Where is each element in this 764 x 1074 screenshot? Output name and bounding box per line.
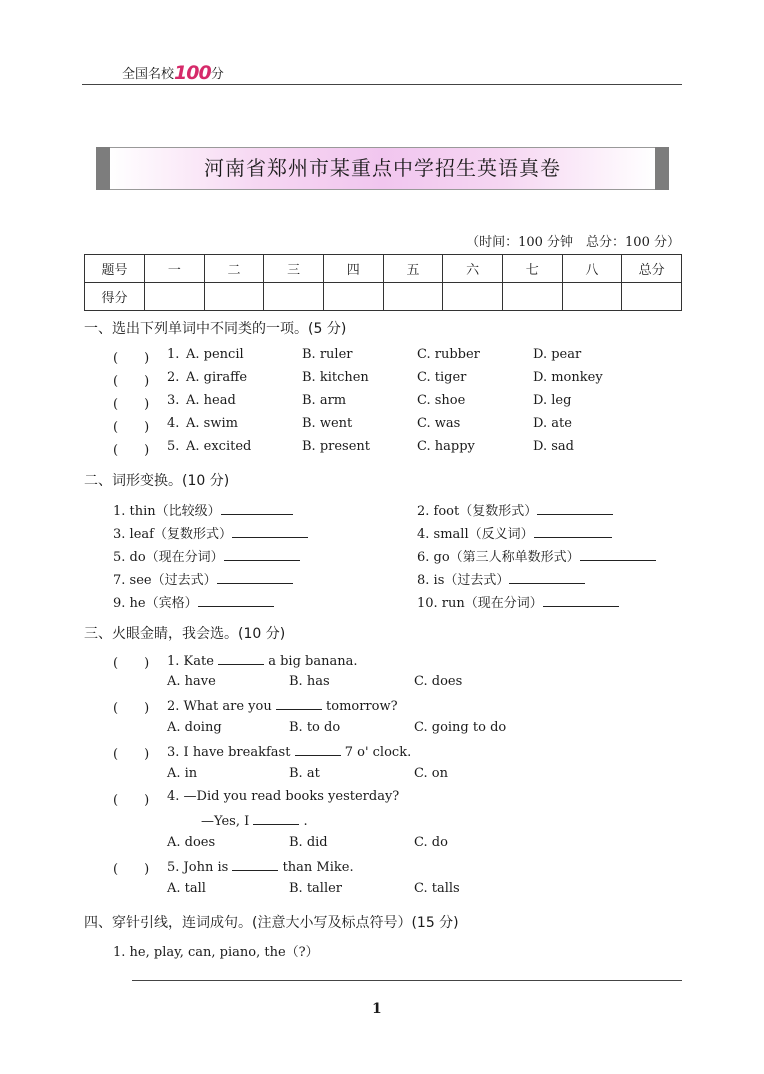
option-d: D. leg <box>533 393 572 408</box>
score-cell[interactable] <box>562 283 622 311</box>
answer-blank[interactable] <box>232 525 308 538</box>
question-number: 1. <box>167 347 180 362</box>
option-b: B. to do <box>289 720 341 735</box>
answer-blank[interactable] <box>509 571 585 584</box>
option-b: B. kitchen <box>302 370 369 385</box>
option-c: C. happy <box>417 439 475 454</box>
section-1-title: 一、选出下列单词中不同类的一项。(5 分) <box>84 321 347 337</box>
option-a: A. excited <box>186 439 252 454</box>
word-form-prompt: 3. leaf（复数形式） <box>113 527 232 542</box>
question-stem: Kate <box>183 654 214 669</box>
word-form-prompt: 6. go（第三人称单数形式） <box>417 550 580 565</box>
word-form-item <box>113 546 300 565</box>
question-stem: What are you <box>183 699 272 714</box>
option-a: A. tall <box>167 881 206 896</box>
answer-blank[interactable] <box>276 697 322 710</box>
banner-left-cap <box>96 147 110 190</box>
word-form-prompt: 10. run（现在分词） <box>417 596 543 611</box>
option-a: A. does <box>167 835 216 850</box>
question-stem: —Yes, I <box>201 814 250 829</box>
option-c: C. do <box>414 835 448 850</box>
page-title: 河南省郑州市某重点中学招生英语真卷 <box>204 156 561 180</box>
word-form-prompt: 8. is（过去式） <box>417 573 510 588</box>
score-table-header-cell: 六 <box>443 255 503 283</box>
word-form-item <box>417 592 619 611</box>
option-c: C. does <box>414 674 463 689</box>
question-number: 4. <box>167 789 180 804</box>
score-table-header-cell: 总分 <box>622 255 682 283</box>
word-form-item <box>417 500 613 519</box>
score-table-header-cell: 七 <box>502 255 562 283</box>
question-number: 5. <box>167 439 180 454</box>
score-table-header-cell: 八 <box>562 255 622 283</box>
answer-blank[interactable] <box>217 571 293 584</box>
answer-bracket[interactable]: ( ) <box>113 374 150 389</box>
answer-blank[interactable] <box>537 502 613 515</box>
answer-blank[interactable] <box>580 548 656 561</box>
option-d: D. monkey <box>533 370 603 385</box>
score-table-header-row <box>85 255 682 283</box>
answer-blank[interactable] <box>253 812 299 825</box>
score-cell[interactable] <box>622 283 682 311</box>
answer-blank[interactable] <box>198 594 274 607</box>
score-table-header-cell: 题号 <box>85 255 145 283</box>
question-stem: John is <box>183 860 229 875</box>
option-a: A. head <box>186 393 236 408</box>
question-stem: than Mike. <box>282 860 354 875</box>
answer-bracket[interactable]: ( ) <box>113 656 150 671</box>
question-number: 5. <box>167 860 180 875</box>
answer-bracket[interactable]: ( ) <box>113 793 150 808</box>
option-b: B. ruler <box>302 347 353 362</box>
answer-blank[interactable] <box>221 502 293 515</box>
word-form-prompt: 7. see（过去式） <box>113 573 217 588</box>
sentence-question: 1. he, play, can, piano, the（?） <box>113 945 319 960</box>
score-cell[interactable] <box>502 283 562 311</box>
word-form-prompt: 2. foot（复数形式） <box>417 504 538 519</box>
header-divider <box>82 84 682 85</box>
score-cell[interactable] <box>383 283 443 311</box>
option-b: B. at <box>289 766 320 781</box>
option-b: B. went <box>302 416 353 431</box>
option-a: A. giraffe <box>186 370 248 385</box>
question-text <box>167 858 354 875</box>
option-b: B. taller <box>289 881 343 896</box>
word-form-item <box>113 500 293 519</box>
option-c: C. on <box>414 766 448 781</box>
option-d: D. ate <box>533 416 572 431</box>
answer-bracket[interactable]: ( ) <box>113 397 150 412</box>
word-form-item <box>417 546 656 565</box>
option-c: C. tiger <box>417 370 467 385</box>
question-number: 4. <box>167 416 180 431</box>
option-c: C. rubber <box>417 347 480 362</box>
section-3-title: 三、火眼金睛，我会选。(10 分) <box>84 626 286 642</box>
answer-blank[interactable] <box>543 594 619 607</box>
question-stem: tomorrow? <box>326 699 398 714</box>
brand-prefix: 全国名校 <box>122 67 175 82</box>
answer-bracket[interactable]: ( ) <box>113 701 150 716</box>
option-b: B. has <box>289 674 330 689</box>
footer-divider <box>132 980 682 981</box>
option-d: D. pear <box>533 347 582 362</box>
option-a: A. swim <box>186 416 238 431</box>
answer-blank[interactable] <box>534 525 612 538</box>
word-form-item <box>417 523 612 542</box>
question-text <box>167 652 358 669</box>
question-number: 2. <box>167 699 180 714</box>
word-form-item <box>113 592 274 611</box>
question-stem: I have breakfast <box>183 745 291 760</box>
question-stem: . <box>303 814 308 829</box>
score-cell[interactable] <box>443 283 503 311</box>
score-table-header-cell: 五 <box>383 255 443 283</box>
word-form-item <box>113 569 293 588</box>
option-c: C. going to do <box>414 720 507 735</box>
option-c: C. shoe <box>417 393 466 408</box>
answer-bracket[interactable]: ( ) <box>113 747 150 762</box>
question-number: 2. <box>167 370 180 385</box>
option-a: A. pencil <box>186 347 244 362</box>
option-b: B. did <box>289 835 328 850</box>
title-banner <box>96 147 669 190</box>
option-a: A. in <box>167 766 198 781</box>
word-form-item <box>417 569 585 588</box>
question-stem: —Did you read books yesterday? <box>183 789 400 804</box>
section-2-title: 二、词形变换。(10 分) <box>84 473 230 489</box>
option-c: C. was <box>417 416 461 431</box>
header-brand <box>122 62 224 84</box>
answer-blank[interactable] <box>232 858 278 871</box>
score-cell[interactable] <box>145 283 205 311</box>
banner-right-cap <box>655 147 669 190</box>
word-form-prompt: 4. small（反义词） <box>417 527 534 542</box>
question-number: 3. <box>167 745 180 760</box>
option-b: B. present <box>302 439 371 454</box>
page-number: 1 <box>372 1001 382 1017</box>
option-a: A. have <box>167 674 216 689</box>
question-text <box>201 812 308 829</box>
word-form-prompt: 9. he（宾格） <box>113 596 198 611</box>
answer-bracket[interactable]: ( ) <box>113 862 150 877</box>
answer-bracket[interactable]: ( ) <box>113 420 150 435</box>
option-a: A. doing <box>167 720 222 735</box>
score-table-score-row <box>85 283 682 311</box>
score-cell[interactable] <box>323 283 383 311</box>
answer-bracket[interactable]: ( ) <box>113 351 150 366</box>
score-cell[interactable] <box>204 283 264 311</box>
score-table-header-cell: 二 <box>204 255 264 283</box>
brand-suffix: 分 <box>210 67 224 82</box>
score-table <box>84 254 682 311</box>
score-table-header-cell: 一 <box>145 255 205 283</box>
answer-blank[interactable] <box>224 548 300 561</box>
score-table-header-cell: 三 <box>264 255 324 283</box>
section-4-title: 四、穿针引线，连词成句。(注意大小写及标点符号）(15 分) <box>84 915 459 931</box>
answer-blank[interactable] <box>218 652 264 665</box>
word-form-item <box>113 523 308 542</box>
word-form-prompt: 5. do（现在分词） <box>113 550 224 565</box>
question-number: 1. <box>167 654 180 669</box>
question-stem: 7 o' clock. <box>344 745 412 760</box>
answer-blank[interactable] <box>295 743 341 756</box>
score-cell[interactable] <box>264 283 324 311</box>
option-d: D. sad <box>533 439 574 454</box>
answer-bracket[interactable]: ( ) <box>113 443 150 458</box>
brand-number: 100 <box>174 62 211 84</box>
score-label: 得分 <box>85 283 145 311</box>
question-stem: a big banana. <box>268 654 358 669</box>
question-text <box>167 743 411 760</box>
question-text <box>167 697 398 714</box>
time-info: （时间：100 分钟 总分：100 分） <box>466 235 680 250</box>
option-b: B. arm <box>302 393 347 408</box>
question-text <box>167 789 399 804</box>
score-table-header-cell: 四 <box>323 255 383 283</box>
option-c: C. talls <box>414 881 460 896</box>
word-form-prompt: 1. thin（比较级） <box>113 504 221 519</box>
question-number: 3. <box>167 393 180 408</box>
